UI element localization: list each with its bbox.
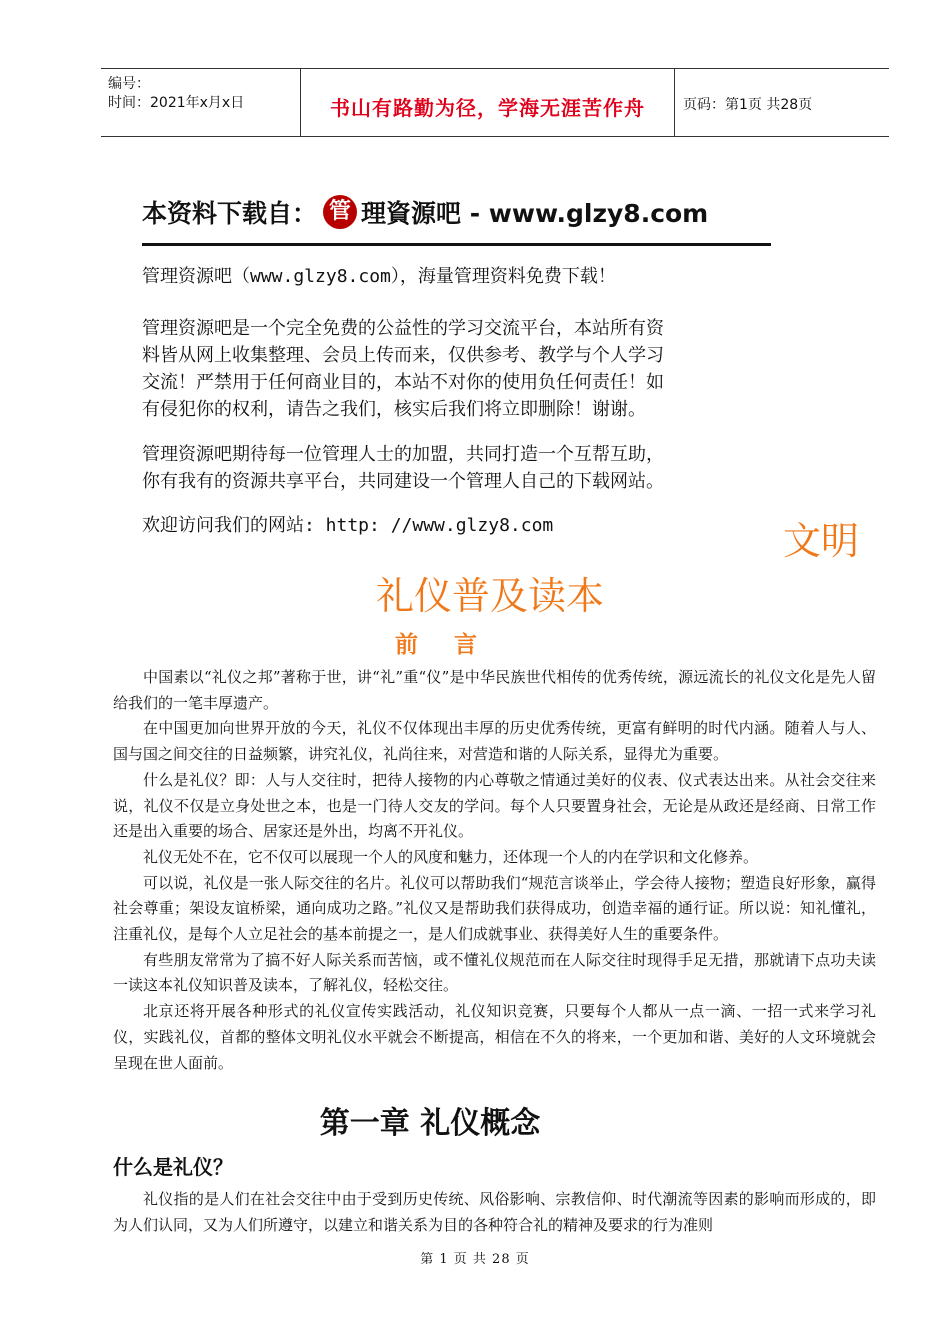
title-wenming: 文明	[783, 519, 860, 563]
header-motto-cell	[300, 69, 675, 136]
ad-text-line: 管理资源吧是一个完全免费的公益性的学习交流平台，本站所有资	[142, 318, 664, 339]
serial-label: 编号：	[108, 76, 150, 92]
site-logo-icon: 管	[323, 195, 357, 229]
paragraph: 中国素以“礼仪之邦”著称于世，讲“礼”重“仪”是中华民族世代相传的优秀传统，源远流长的礼仪文化是先人留给我们的一笔丰厚遗产。	[113, 668, 876, 712]
section-title: 什么是礼仪？	[113, 1155, 233, 1179]
page-header	[101, 68, 889, 137]
preface-heading: 前言	[395, 632, 513, 658]
header-page-cell	[675, 69, 889, 136]
paragraph: 在中国更加向世界开放的今天，礼仪不仅体现出丰厚的历史优秀传统，更富有鲜明的时代内涵。随着人与人、国与国之间交往的日益频繁，讲究礼仪，礼尚往来，对营造和谐的人际关系，显得尤为重要。	[113, 719, 876, 764]
ad-text-line: 你有我有的资源共享平台，共同建设一个管理人自己的下载网站。	[142, 471, 664, 492]
paragraph: 北京还将开展各种形式的礼仪宣传实践活动，礼仪知识竞赛，只要每个人都从一点一滴、一招一式来学习礼仪，实践礼仪，首都的整体文明礼仪水平就会不断提高，相信在不久的将来，一个更加和谐、美好的人文环境就会呈现在世人面前。	[113, 1002, 876, 1072]
header-left-cell	[101, 69, 299, 136]
time-label: 时间：2021年x月x日	[108, 95, 245, 111]
section-body	[113, 1186, 876, 1238]
ad-title-prefix: 本资料下载自：	[142, 199, 318, 228]
ad-title	[142, 192, 708, 232]
paragraph: 什么是礼仪？即：人与人交往时，把待人接物的内心尊敬之情通过美好的仪表、仪式表达出来。从社会交往来说，礼仪不仅是立身处世之本，也是一门待人交友的学问。每个人只要置身社会，无论是从政还是经商、日常工作还是出入重要的场合、居家还是外出，均离不开礼仪。	[113, 770, 876, 841]
book-title: 礼仪普及读本	[375, 574, 604, 618]
paragraph: 有些朋友常常为了搞不好人际关系而苦恼，或不懂礼仪规范而在人际交往时现得手足无措，那就请下点功夫读一读这本礼仪知识普及读本，了解礼仪，轻松交往。	[113, 950, 876, 995]
ad-text-line: 有侵犯你的权利，请告之我们，核实后我们将立即删除！谢谢。	[142, 399, 646, 420]
paragraph: 礼仪无处不在，它不仅可以展现一个人的风度和魅力，还体现一个人的内在学识和文化修养。	[143, 847, 759, 866]
preface-body	[113, 665, 876, 1076]
ad-title-suffix: 理資源吧 - www.glzy8.com	[361, 199, 709, 228]
paragraph: 可以说，礼仪是一张人际交往的名片。礼仪可以帮助我们“规范言谈举止，学会待人接物；塑造良好形象，赢得社会尊重；架设友谊桥梁，通向成功之路。”礼仪又是帮助我们获得成功，创造幸福的通行证。所以说：知礼懂礼，注重礼仪，是每个人立足社会的基本前提之一，是人们成就事业、获得美好人生的重要条件。	[113, 873, 876, 944]
ad-text-line: 管理资源吧（www.glzy8.com），海量管理资料免费下载！	[142, 266, 616, 287]
ad-text-line: 管理资源吧期待每一位管理人士的加盟，共同打造一个互帮互助，	[142, 444, 664, 465]
header-page-info: 页码：第1页 共28页	[683, 97, 813, 113]
ad-divider	[142, 243, 771, 246]
ad-text-line: 欢迎访问我们的网站: http: //www.glzy8.com	[142, 515, 554, 536]
ad-text-line: 交流！严禁用于任何商业目的，本站不对你的使用负任何责任！如	[142, 372, 664, 393]
chapter-title: 第一章 礼仪概念	[319, 1106, 541, 1141]
header-motto: 书山有路勤为径，学海无涯苦作舟	[330, 96, 645, 120]
page-footer: 第 1 页 共 28 页	[420, 1252, 530, 1267]
ad-text-line: 料皆从网上收集整理、会员上传而来，仅供参考、教学与个人学习	[142, 345, 664, 366]
paragraph: 礼仪指的是人们在社会交往中由于受到历史传统、风俗影响、宗教信仰、时代潮流等因素的影响而形成的，即为人们认同，又为人们所遵守，以建立和谐关系为目的各种符合礼的精神及要求的行为准则	[113, 1190, 876, 1234]
